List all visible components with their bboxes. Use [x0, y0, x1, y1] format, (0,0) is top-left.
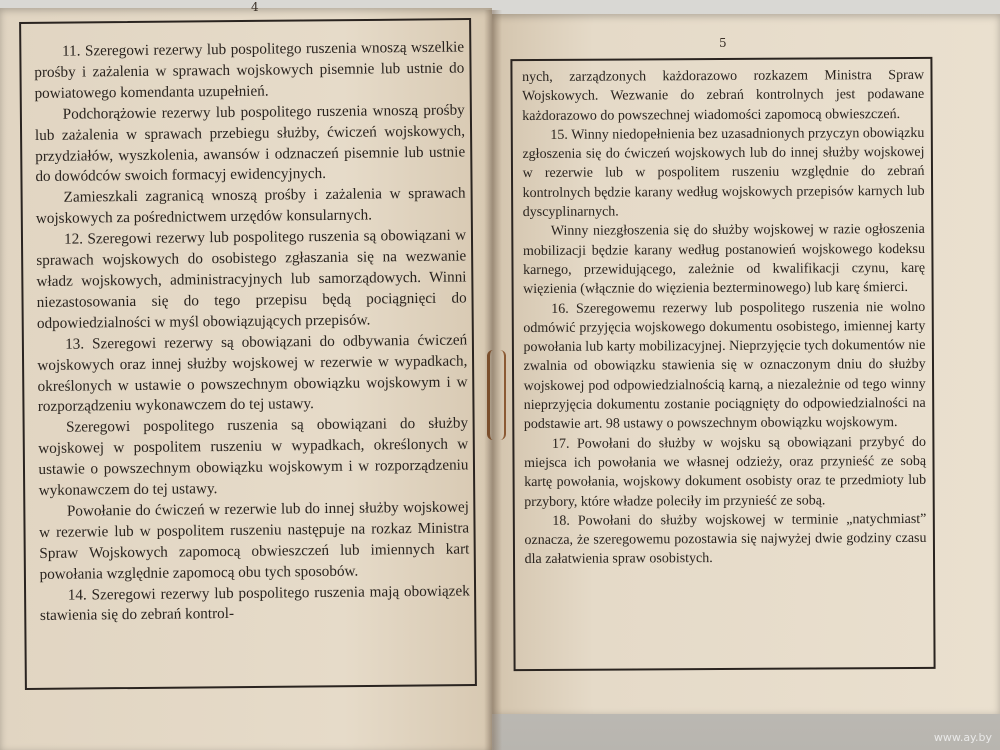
paragraph: 13. Szeregowi rezerwy są obowiązani do odbywania ćwiczeń wojskowych oraz innej służby wojskowej w rezerwie w wypadkach, określonych w ustawie o powszechnym obowiązku wojskowym i w rozporządzeniu wykonawczem do tej ustawy. [37, 331, 468, 416]
right-page-text [522, 66, 927, 570]
paragraph: 17. Powołani do służby w wojsku są obowiązani przybyć do miejsca ich powołania we własnej odzieży, oraz przynieść ze sobą kartę powołania, wojskowy dokument osobisty oraz te przedmioty lub przybory, które władze poleciły im przynieść ze sobą. [524, 434, 927, 510]
paragraph: 11. Szeregowi rezerwy lub pospolitego ruszenia wnoszą wszelkie prośby i zażalenia w sprawach wojskowych pisemnie lub ustnie do powiatowego komendanta uzupełnień. [34, 38, 465, 102]
paragraph: nych, zarządzonych każdorazowo rozkazem Ministra Spraw Wojskowych. Wezwanie do zebrań kontrolnych jest podawane każdorazowo do powszechnej wiadomości zapomocą obwieszczeń. [522, 67, 925, 124]
paragraph: 14. Szeregowi rezerwy lub pospolitego ruszenia mają obowiązek stawienia się do zebrań kontrol- [39, 582, 470, 625]
binding-thread [487, 350, 506, 440]
paragraph: Podchorążowie rezerwy lub pospolitego ruszenia wnoszą prośby lub zażalenia w sprawach przebiegu służby, ćwiczeń wojskowych, przydziałów, wyszkolenia, awansów i odznaczeń pisemnie lub ustnie do dowódców swoich formacyj ewidencyjnych. [34, 101, 466, 186]
paragraph: 18. Powołani do służby wojskowej w terminie „natychmiast” oznacza, że szeregowemu pozostawia się najwyżej dwie godziny czasu dla załatwienia spraw osobistych. [524, 511, 927, 568]
paragraph: Powołanie do ćwiczeń w rezerwie lub do innej służby wojskowej w rezerwie lub w pospolitem ruszeniu następuje na rozkaz Ministra Spraw Wojskowych zapomocą obwieszczeń lub imiennych kart powołania względnie zapomocą obu tych sposobów. [39, 498, 470, 583]
paragraph: 16. Szeregowemu rezerwy lub pospolitego ruszenia nie wolno odmówić przyjęcia wojskowego dokumentu osobistego, imiennej karty powołania lub karty mobilizacyjnej. Nieprzyjęcie tych dokumentów nie zwalnia od obowiązku stawienia się w oznaczonym dniu do służby wojskowej pod odpowiedzialnością karną, a niezależnie od tego winny nieprzyjęcia dokumentu zostanie pociągnięty do odpowiedzialności na podstawie art. 98 ustawy o powszechnym obowiązku wojskowym. [523, 299, 926, 433]
paragraph: 15. Winny niedopełnienia bez uzasadnionych przyczyn obowiązku zgłoszenia się do ćwiczeń wojskowych lub do innej służby wojskowej w rezerwie lub w pospolitem ruszeniu względnie do zebrań kontrolnych będzie karany według wojskowych przepisów karnych lub dyscyplinarnych. [522, 125, 925, 221]
paragraph: Szeregowi pospolitego ruszenia są obowiązani do służby wojskowej w pospolitem ruszeniu w wypadkach, określonych w ustawie o powszechnym obowiązku wojskowym i w rozporządzeniu wykonawczem do tej ustawy. [38, 414, 469, 500]
watermark: www.ay.by [933, 731, 992, 744]
paragraph: Winny niezgłoszenia się do służby wojskowej w razie ogłoszenia mobilizacji będzie karany według postanowień wojskowego kodeksu karnego, przewidującego, zależnie od kwalifikacji czynu, karę więzienia (włącznie do więzienia bezterminowego) lub karę śmierci. [522, 222, 926, 298]
left-page-number: 4 [251, 0, 259, 14]
paragraph: Zamieszkali zagranicą wnoszą prośby i zażalenia w sprawach wojskowych za pośrednictwem urzędów konsularnych. [35, 184, 466, 228]
right-page-number: 5 [719, 36, 727, 50]
paragraph: 12. Szeregowi rezerwy lub pospolitego ruszenia są obowiązani w sprawach wojskowych do osobistego zgłaszania się na wezwanie władz wojskowych, administracyjnych lub samorządowych. Winni niezastosowania się do tego przepisu będą pociągnięci do odpowiedzialności w myśl obowiązujących przepisów. [36, 226, 467, 332]
left-page-text [34, 37, 470, 627]
